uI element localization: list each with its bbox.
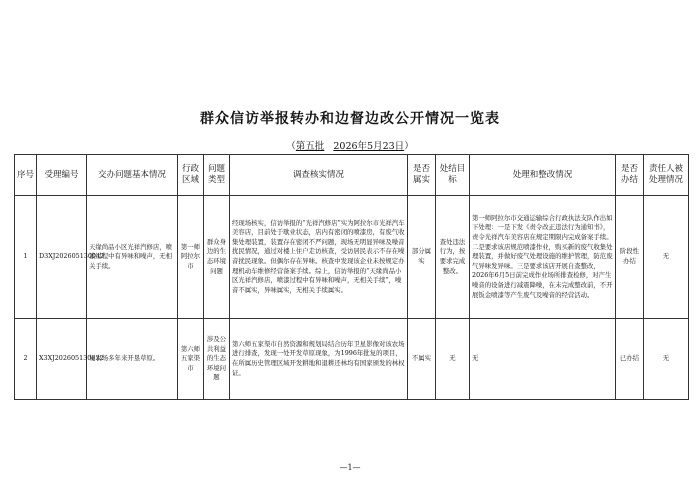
table-header-row [15, 155, 689, 196]
cell-type: 群众身边的生态环境问题 [204, 196, 230, 319]
cell-handling: 第一师阿拉尔市交通运输综合行政执法支队作出如下处理：一是下发《责令改正违法行为通知书》，责令光祥汽车美容店在规定期限内完成备案手续。二是要求该店规范喷漆作业，购买新的废气收集处理装置，并做好废气处理设施的维护管理，防范废气异味发异味。三是要求该店开展自查整改，2026年6月5日前完成作业场所排查检修，对产生噪音的设备进行减震降噪，在未完成整改前，不开展钣金喷漆等产生废气及噪音的经营活动。 [470, 196, 616, 319]
header-investigation: 调查核实情况 [230, 155, 408, 196]
cell-region: 第一师阿拉尔市 [178, 196, 204, 319]
cell-no: 2 [15, 319, 37, 400]
cell-id: D3XJ202605130042 [37, 196, 87, 319]
cell-handling: 无 [470, 319, 616, 400]
cell-true: 不属实 [408, 319, 436, 400]
cell-person: 无 [644, 319, 689, 400]
cell-type: 涉及公共利益的生态环境问题 [204, 319, 230, 400]
petition-table [14, 154, 689, 400]
header-issue: 交办问题基本情况 [87, 155, 178, 196]
subtitle-close: ） [404, 141, 414, 152]
cell-goal: 查处违法行为，按要求完成整改。 [436, 196, 470, 319]
header-done: 是否办结 [616, 155, 644, 196]
header-person: 责任人被处理情况 [644, 155, 689, 196]
table-row [15, 319, 689, 400]
cell-goal: 无 [436, 319, 470, 400]
cell-issue: 天缘尚品小区光祥汽修店，喷漆过程中有异味和噪声，无相关手续。 [87, 196, 178, 319]
header-region: 行政区域 [178, 155, 204, 196]
cell-region: 第六师五家渠市 [178, 319, 204, 400]
date-label: 2026年5月23日 [333, 141, 405, 152]
cell-investigation: 第六师五家渠市自然资源和规划局结合历年卫星影像对该农场进行排查，发现一处开发草原现象，为1996年批复的项目，在所属历史管理区域开发耕地和退耕还林均有国家颁发的林权证。 [230, 319, 408, 400]
header-goal: 处结目标 [436, 155, 470, 196]
subtitle-open: （ [286, 141, 296, 152]
cell-true: 部分属实 [408, 196, 436, 319]
batch-label: 第五批 [295, 141, 325, 152]
header-no: 序号 [15, 155, 37, 196]
cell-done: 已办结 [616, 319, 644, 400]
document-subtitle [0, 138, 700, 152]
cell-issue: 复农场多年来开垦草原。 [87, 319, 178, 400]
cell-investigation: 经现场核实，信访举报的“光祥汽修店”实为阿拉尔市光祥汽车美容店，目前处于歇业状态，店内有密闭的喷漆房，有废气收集处理装置，装置存在密闭不严问题，现场无明显异味及噪音扰民情况，通过对楼上住户走访核查，受访居民表示不存在噪音扰民现象。但偶尔存在异味。核查中发现该企业未按规定办理机动车维修经营备案手续。综上，信访举报的“天缘尚品小区光祥汽修店，喷漆过程中有异味和噪声，无相关手续”，噪音不属实，异味属实，无相关手续属实。 [230, 196, 408, 319]
cell-id: X3XJ202605130032 [37, 319, 87, 400]
header-type: 问题类型 [204, 155, 230, 196]
page-number: —1— [339, 463, 361, 472]
document-title: 群众信访举报转办和边督边改公开情况一览表 [200, 111, 500, 127]
header-id: 受理编号 [37, 155, 87, 196]
header-handling: 处理和整改情况 [470, 155, 616, 196]
cell-no: 1 [15, 196, 37, 319]
cell-person: 无 [644, 196, 689, 319]
table-row [15, 196, 689, 319]
cell-done: 阶段性办结 [616, 196, 644, 319]
header-true: 是否属实 [408, 155, 436, 196]
